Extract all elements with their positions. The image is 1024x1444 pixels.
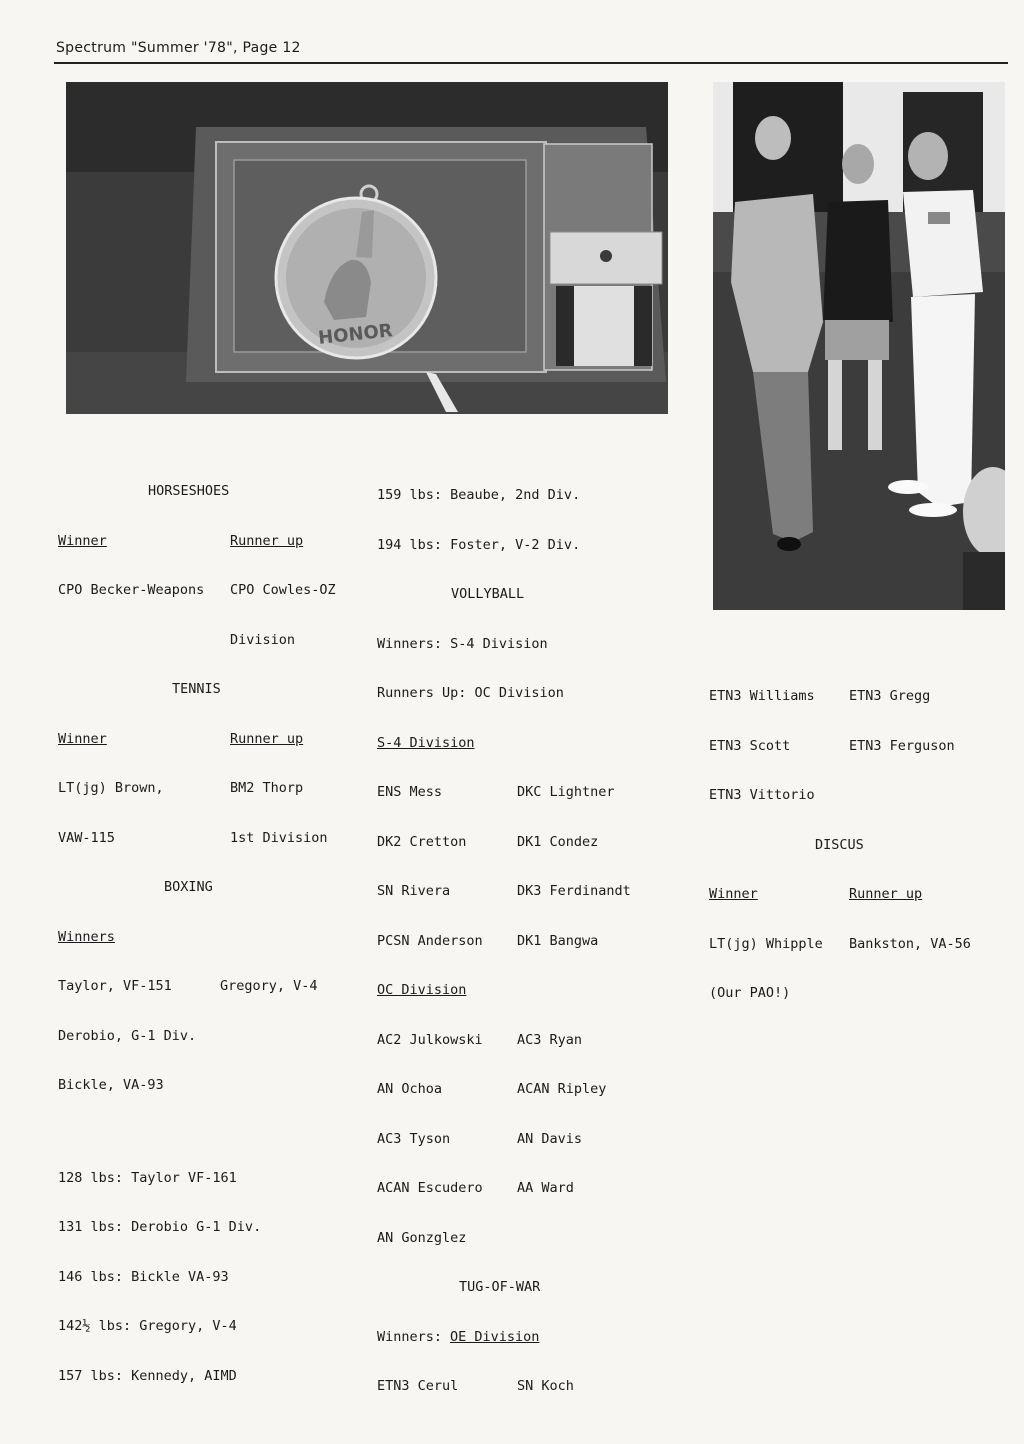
tennis-runner: BM2 Thorp [230, 780, 304, 796]
weight-class-result: 159 lbs: Beaube, 2nd Div. [377, 487, 581, 503]
discus-winner: LT(jg) Whipple [709, 935, 823, 952]
team-member: ETN3 Cerul [377, 1378, 459, 1394]
team-member: AC3 Ryan [517, 1031, 583, 1048]
team-member: SN Koch [517, 1378, 574, 1394]
horseshoes-winner: CPO Becker-Weapons [58, 582, 205, 598]
team-member: DK2 Cretton [377, 833, 467, 850]
column-2 [377, 454, 677, 1411]
team-member: ACAN Escudero [377, 1180, 483, 1196]
weight-class-result: 194 lbs: Foster, V-2 Div. [377, 536, 581, 553]
s4-division-label: S-4 Division [377, 734, 475, 751]
discus-heading: DISCUS [815, 836, 864, 853]
boxing-winner: Gregory, V-4 [220, 978, 318, 994]
tug-of-war-heading: TUG-OF-WAR [459, 1279, 541, 1295]
team-member: AC3 Tyson [377, 1130, 451, 1147]
tug-winners-prefix: Winners: [377, 1328, 451, 1345]
team-member: ETN3 Scott [709, 737, 791, 754]
tennis-runner-unit: 1st Division [230, 829, 328, 846]
team-member: SN Rivera [377, 883, 451, 899]
boxing-winner: Taylor, VF-151 [58, 978, 172, 994]
horseshoes-runner: CPO Cowles-OZ [230, 582, 336, 598]
weight-class-result: 157 lbs: Kennedy, AIMD [58, 1367, 237, 1384]
tennis-runner-label: Runner up [230, 730, 304, 747]
tennis-winner-label: Winner [58, 730, 107, 747]
weight-class-result: 131 lbs: Derobio G-1 Div. [58, 1219, 262, 1235]
officers-photo [713, 82, 1005, 610]
tennis-winner-unit: VAW-115 [58, 829, 115, 846]
team-member: AC2 Julkowski [377, 1031, 483, 1048]
page-header: Spectrum "Summer '78", Page 12 [56, 40, 301, 56]
horseshoes-heading-row [58, 483, 368, 500]
weight-class-result: 128 lbs: Taylor VF-161 [58, 1169, 237, 1186]
discus-runner: Bankston, VA-56 [849, 935, 971, 952]
discus-winner-note: (Our PAO!) [709, 985, 791, 1001]
header-rule [54, 62, 1008, 64]
boxing-winner: Bickle, VA-93 [58, 1077, 164, 1093]
team-member: AN Ochoa [377, 1081, 443, 1097]
column-1 [58, 450, 368, 1401]
volleyball-runners: Runners Up: OC Division [377, 685, 564, 701]
team-member: ETN3 Ferguson [849, 737, 955, 754]
team-member: AN Gonzglez [377, 1229, 467, 1246]
medal-photo [66, 82, 668, 414]
team-member: ACAN Ripley [517, 1081, 607, 1097]
team-member: DK1 Condez [517, 833, 599, 850]
team-member: ETN3 Gregg [849, 688, 931, 704]
weight-class-result: 146 lbs: Bickle VA-93 [58, 1268, 229, 1285]
team-member: ENS Mess [377, 784, 443, 800]
boxing-heading: BOXING [164, 879, 213, 895]
team-member: AN Davis [517, 1130, 583, 1147]
discus-runner-label: Runner up [849, 886, 923, 902]
team-member: DK3 Ferdinandt [517, 883, 631, 899]
tug-winners-division: OE Division [450, 1328, 540, 1345]
horseshoes-winner-label: Winner [58, 532, 107, 549]
team-member: DKC Lightner [517, 784, 615, 800]
medal-inscription: HONOR [317, 320, 394, 349]
boxing-winners-label: Winners [58, 928, 115, 945]
team-member: ETN3 Williams [709, 688, 815, 704]
team-member: DK1 Bangwa [517, 932, 599, 949]
horseshoes-runner-division: Division [230, 631, 296, 648]
volleyball-winners: Winners: S-4 Division [377, 635, 548, 652]
weight-class-result: 142½ lbs: Gregory, V-4 [58, 1318, 237, 1334]
tennis-winner: LT(jg) Brown, [58, 780, 164, 796]
team-member: ETN3 Vittorio [709, 787, 815, 803]
volleyball-heading: VOLLYBALL [451, 586, 525, 602]
boxing-winner: Derobio, G-1 Div. [58, 1027, 197, 1044]
horseshoes-heading: HORSESHOES [148, 483, 230, 499]
horseshoes-runner-label: Runner up [230, 532, 304, 549]
tennis-heading: TENNIS [172, 681, 221, 697]
discus-winner-label: Winner [709, 886, 758, 902]
team-member: AA Ward [517, 1180, 574, 1196]
team-member: PCSN Anderson [377, 932, 483, 949]
column-3 [709, 655, 1009, 1018]
oc-division-label: OC Division [377, 982, 467, 998]
